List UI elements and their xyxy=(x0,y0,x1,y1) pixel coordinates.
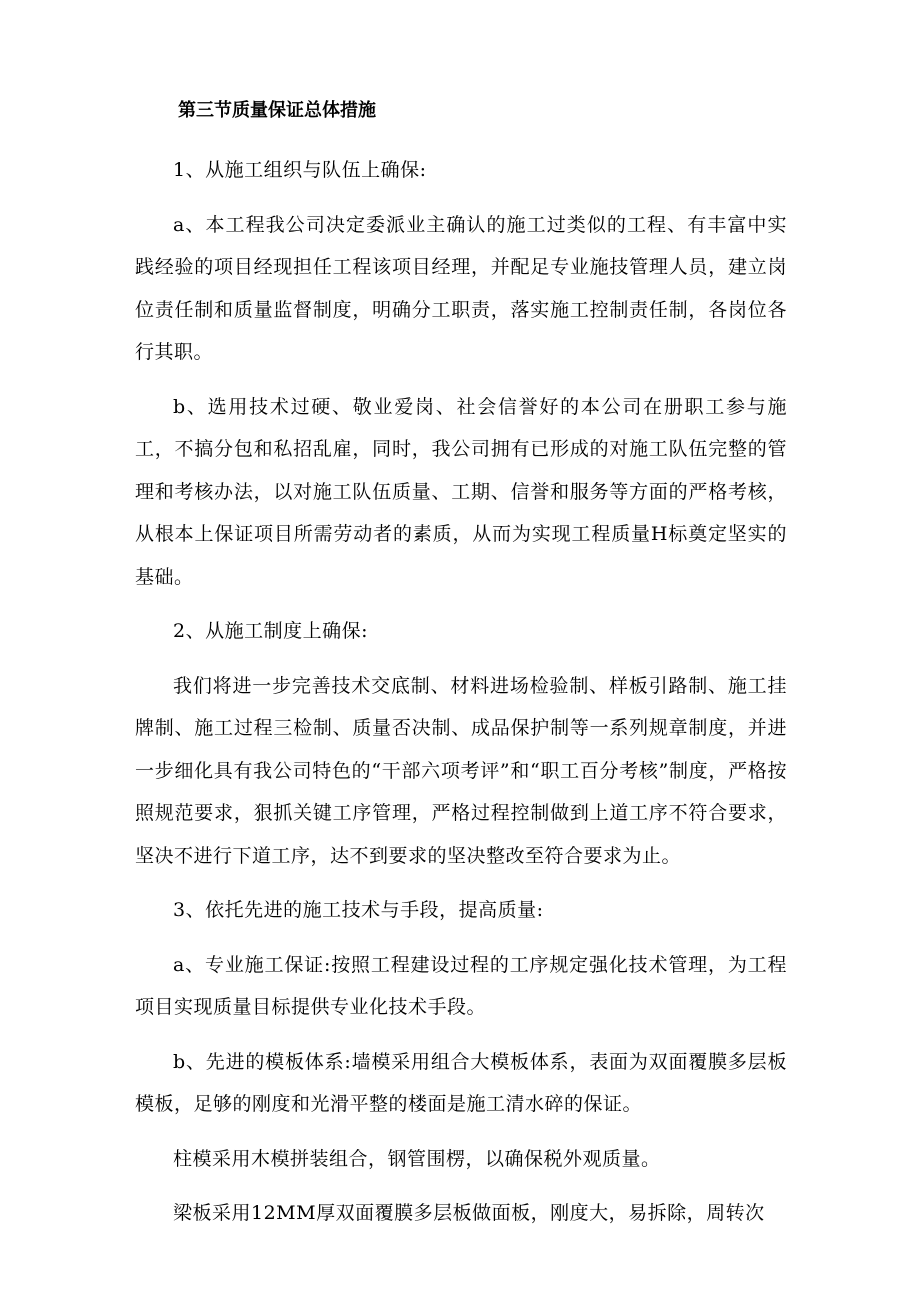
paragraph-beam-slab: 梁板采用12MM厚双面覆膜多层板做面板，刚度大，易拆除，周转次 xyxy=(173,1202,765,1224)
paragraph-1b: b、选用技术过硬、敬业爱岗、社会信誉好的本公司在册职工参与施工，不搞分包和私招乱雇，同时，我公司拥有已形成的对施工队伍完整的管理和考核办法，以对施工队伍质量、工期、信誉和服务等方面的严格考核，从根本上保证项目所需劳动者的素质，从而为实现工程质量H标奠定坚实的基础。 xyxy=(135,395,787,588)
item-3-heading: 3、依托先进的施工技术与手段，提高质量: xyxy=(173,899,544,921)
item-1-heading: 1、从施工组织与队伍上确保: xyxy=(173,159,427,181)
paragraph-2: 我们将进一步完善技术交底制、材料进场检验制、样板引路制、施工挂牌制、施工过程三检制、质量否决制、成品保护制等一系列规章制度，并进一步细化具有我公司特色的“干部六项考评”和“职工百分考核”制度，严格按照规范要求，狠抓关键工序管理，严格过程控制做到上道工序不符合要求，坚决不进行下道工序，达不到要求的坚决整改至符合要求为止。 xyxy=(135,674,787,867)
paragraph-3a: a、专业施工保证:按照工程建设过程的工序规定强化技术管理，为工程项目实现质量目标提供专业化技术手段。 xyxy=(135,953,787,1018)
section-heading: 第三节质量保证总体措施 xyxy=(178,100,376,121)
document-body xyxy=(135,92,787,1247)
paragraph-3b: b、先进的模板体系:墙模采用组合大模板体系，表面为双面覆膜多层板模板，足够的刚度和光滑平整的楼面是施工清水碎的保证。 xyxy=(135,1050,787,1115)
paragraph-column-formwork: 柱模采用木模拼装组合，钢管围楞，以确保税外观质量。 xyxy=(173,1147,661,1170)
item-2-heading: 2、从施工制度上确保: xyxy=(173,620,368,642)
paragraph-1a: a、本工程我公司决定委派业主确认的施工过类似的工程、有丰富中实践经验的项目经现担任工程该项目经理，并配足专业施技管理人员，建立岗位责任制和质量监督制度，明确分工职责，落实施工控制责任制，各岗位各行其职。 xyxy=(135,213,787,363)
